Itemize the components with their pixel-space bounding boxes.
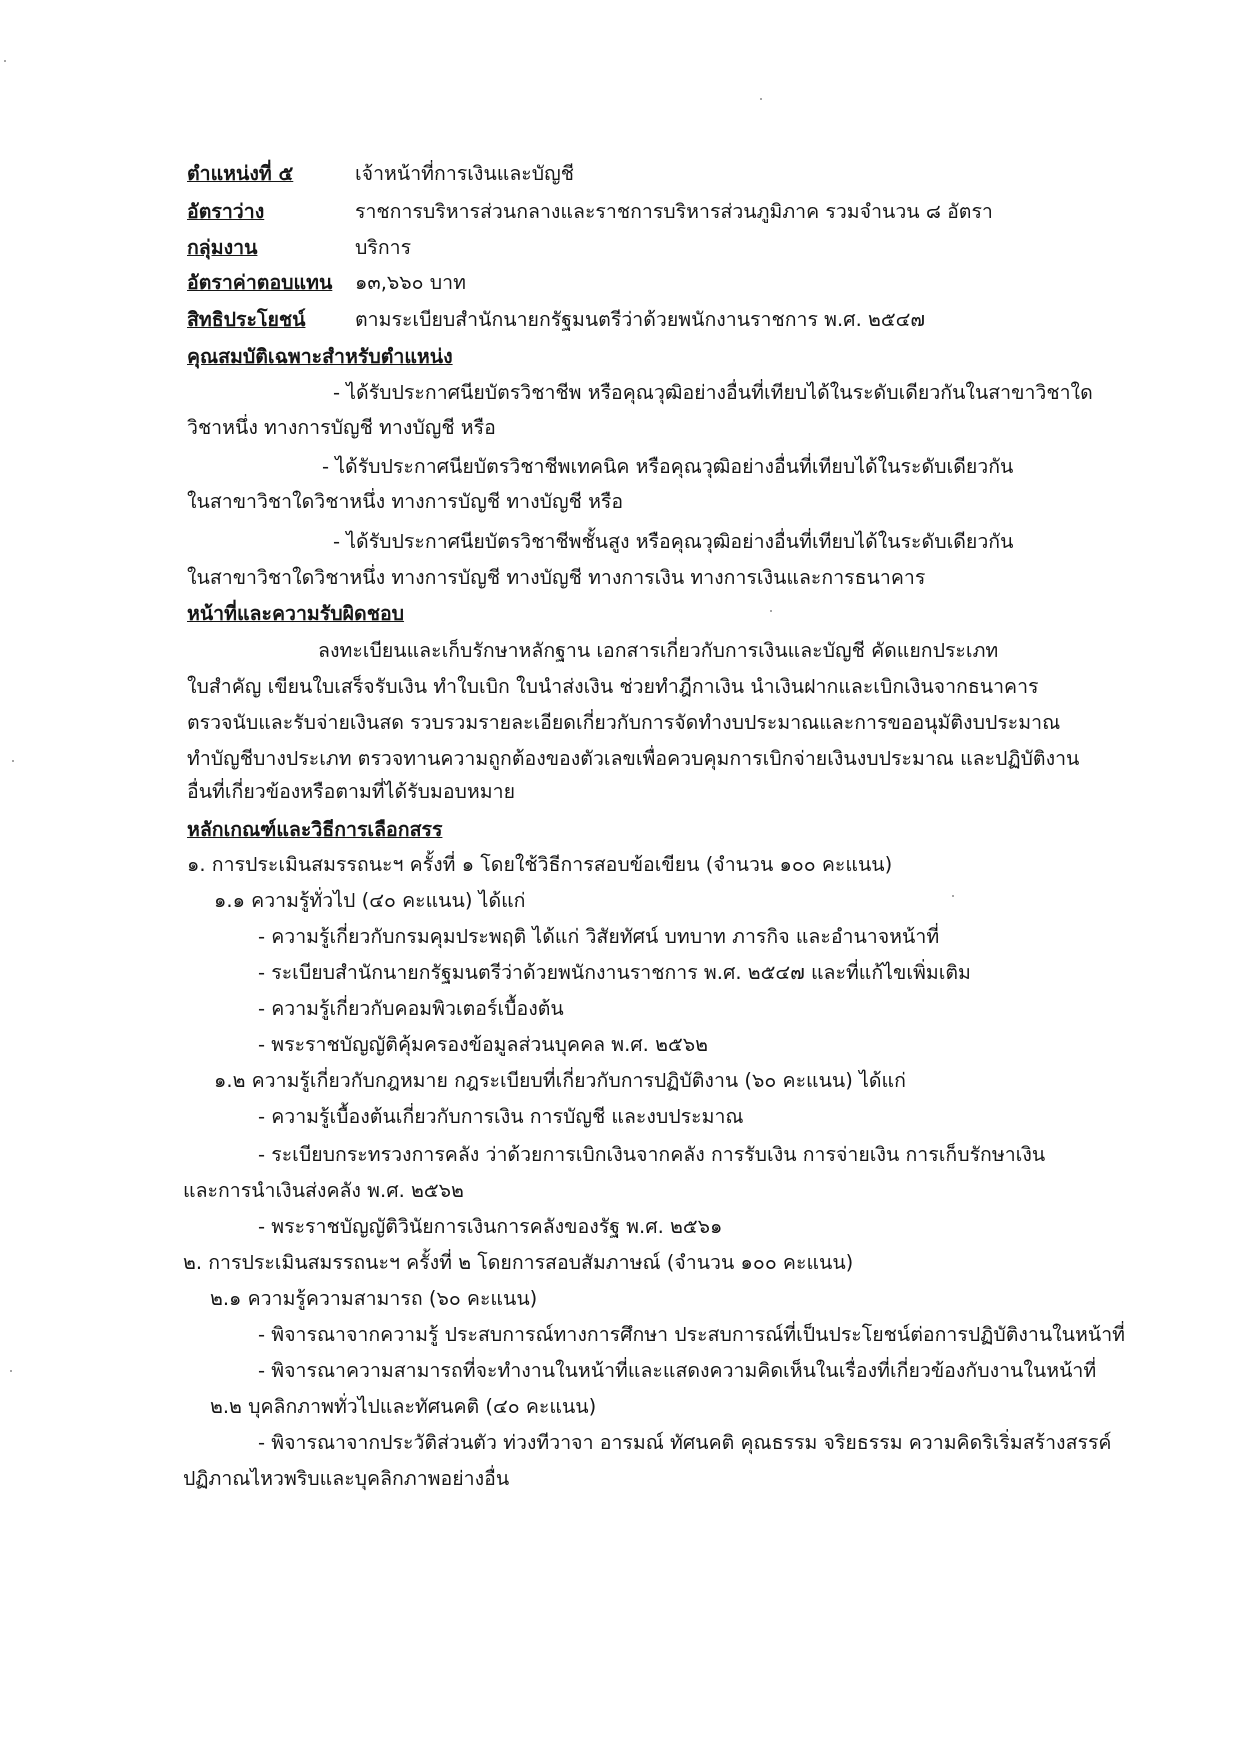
duties-heading: หน้าที่และความรับผิดชอบ (187, 602, 405, 625)
selection-bullet: - ความรู้เกี่ยวกับคอมพิวเตอร์เบื้องต้น (258, 997, 564, 1020)
benefit-value: ตามระเบียบสำนักนายกรัฐมนตรีว่าด้วยพนักงานราชการ พ.ศ. ๒๕๔๗ (355, 308, 925, 331)
duties-line: อื่นที่เกี่ยวข้องหรือตามที่ได้รับมอบหมาย (187, 780, 516, 803)
benefit-label: สิทธิประโยชน์ (187, 308, 306, 331)
vacancy-value: ราชการบริหารส่วนกลางและราชการบริหารส่วนภูมิภาค รวมจำนวน ๘ อัตรา (355, 200, 993, 223)
position-label: ตำแหน่งที่ ๕ (187, 162, 294, 185)
selection-bullet: - พระราชบัญญัติคุ้มครองข้อมูลส่วนบุคคล พ.ศ. ๒๕๖๒ (258, 1033, 708, 1056)
selection-bullet: - ความรู้เกี่ยวกับกรมคุมประพฤติ ได้แก่ วิสัยทัศน์ บทบาท ภารกิจ และอำนาจหน้าที่ (258, 925, 940, 948)
group-value: บริการ (355, 236, 412, 259)
selection-bullet: และการนำเงินส่งคลัง พ.ศ. ๒๕๖๒ (183, 1179, 464, 1202)
qualification-line: ในสาขาวิชาใดวิชาหนึ่ง ทางการบัญชี ทางบัญชี หรือ (187, 490, 624, 513)
selection-bullet: - ความรู้เบื้องต้นเกี่ยวกับการเงิน การบัญชี และงบประมาณ (258, 1105, 744, 1128)
selection-item: ๒. การประเมินสมรรถนะฯ ครั้งที่ ๒ โดยการสอบสัมภาษณ์ (จำนวน ๑๐๐ คะแนน) (183, 1251, 854, 1274)
scan-speck (770, 610, 772, 612)
selection-bullet: - พระราชบัญญัติวินัยการเงินการคลังของรัฐ พ.ศ. ๒๕๖๑ (258, 1215, 723, 1238)
scan-speck (760, 98, 762, 100)
qualifications-heading: คุณสมบัติเฉพาะสำหรับตำแหน่ง (187, 345, 453, 368)
qualification-line: - ได้รับประกาศนียบัตรวิชาชีพ หรือคุณวุฒิอย่างอื่นที่เทียบได้ในระดับเดียวกันในสาขาวิชาใด (333, 381, 1093, 404)
selection-bullet: ปฏิภาณไหวพริบและบุคลิกภาพอย่างอื่น (183, 1467, 510, 1490)
selection-subitem: ๑.๑ ความรู้ทั่วไป (๔๐ คะแนน) ได้แก่ (214, 889, 526, 912)
selection-subitem: ๒.๑ ความรู้ความสามารถ (๖๐ คะแนน) (210, 1287, 538, 1310)
selection-subitem: ๑.๒ ความรู้เกี่ยวกับกฎหมาย กฎระเบียบที่เกี่ยวกับการปฏิบัติงาน (๖๐ คะแนน) ได้แก่ (214, 1069, 906, 1092)
group-label: กลุ่มงาน (187, 236, 258, 259)
scan-speck (10, 1370, 12, 1372)
qualification-line: ในสาขาวิชาใดวิชาหนึ่ง ทางการบัญชี ทางบัญชี ทางการเงิน ทางการเงินและการธนาคาร (187, 566, 926, 589)
selection-bullet: - ระเบียบกระทรวงการคลัง ว่าด้วยการเบิกเงินจากคลัง การรับเงิน การจ่ายเงิน การเก็บรักษาเงิน (258, 1143, 1046, 1166)
scan-speck (952, 895, 954, 897)
qualification-line: วิชาหนึ่ง ทางการบัญชี ทางบัญชี หรือ (187, 416, 496, 439)
qualification-line: - ได้รับประกาศนียบัตรวิชาชีพเทคนิค หรือคุณวุฒิอย่างอื่นที่เทียบได้ในระดับเดียวกัน (322, 455, 1014, 478)
vacancy-label: อัตราว่าง (187, 200, 265, 223)
selection-bullet: - ระเบียบสำนักนายกรัฐมนตรีว่าด้วยพนักงานราชการ พ.ศ. ๒๕๔๗ และที่แก้ไขเพิ่มเติม (258, 961, 971, 984)
pay-value: ๑๓,๖๖๐ บาท (355, 271, 466, 294)
duties-line: ตรวจนับและรับจ่ายเงินสด รวบรวมรายละเอียดเกี่ยวกับการจัดทำงบประมาณและการขออนุมัติงบประมาณ (187, 711, 1061, 734)
duties-line: ทำบัญชีบางประเภท ตรวจทานความถูกต้องของตัวเลขเพื่อควบคุมการเบิกจ่ายเงินงบประมาณ และปฏิบัติงาน (187, 747, 1080, 770)
duties-line: ลงทะเบียนและเก็บรักษาหลักฐาน เอกสารเกี่ยวกับการเงินและบัญชี คัดแยกประเภท (318, 639, 999, 662)
selection-heading: หลักเกณฑ์และวิธีการเลือกสรร (187, 818, 443, 841)
selection-item: ๑. การประเมินสมรรถนะฯ ครั้งที่ ๑ โดยใช้วิธีการสอบข้อเขียน (จำนวน ๑๐๐ คะแนน) (187, 853, 893, 876)
scan-speck (12, 760, 14, 762)
selection-bullet: - พิจารณาจากประวัติส่วนตัว ท่วงทีวาจา อารมณ์ ทัศนคติ คุณธรรม จริยธรรม ความคิดริเริ่มสร้างสรรค์ (258, 1431, 1112, 1454)
selection-bullet: - พิจารณาจากความรู้ ประสบการณ์ทางการศึกษา ประสบการณ์ที่เป็นประโยชน์ต่อการปฏิบัติงานในหน้าที่ (258, 1323, 1125, 1346)
duties-line: ใบสำคัญ เขียนใบเสร็จรับเงิน ทำใบเบิก ใบนำส่งเงิน ช่วยทำฎีกาเงิน นำเงินฝากและเบิกเงินจากธนาคาร (187, 675, 1039, 698)
scan-speck (4, 60, 6, 62)
pay-label: อัตราค่าตอบแทน (187, 271, 333, 294)
qualification-line: - ได้รับประกาศนียบัตรวิชาชีพชั้นสูง หรือคุณวุฒิอย่างอื่นที่เทียบได้ในระดับเดียวกัน (333, 530, 1014, 553)
selection-subitem: ๒.๒ บุคลิกภาพทั่วไปและทัศนคติ (๔๐ คะแนน) (210, 1395, 597, 1418)
selection-bullet: - พิจารณาความสามารถที่จะทำงานในหน้าที่และแสดงความคิดเห็นในเรื่องที่เกี่ยวข้องกับงานในหน้าที่ (258, 1359, 1097, 1382)
position-value: เจ้าหน้าที่การเงินและบัญชี (355, 162, 574, 185)
